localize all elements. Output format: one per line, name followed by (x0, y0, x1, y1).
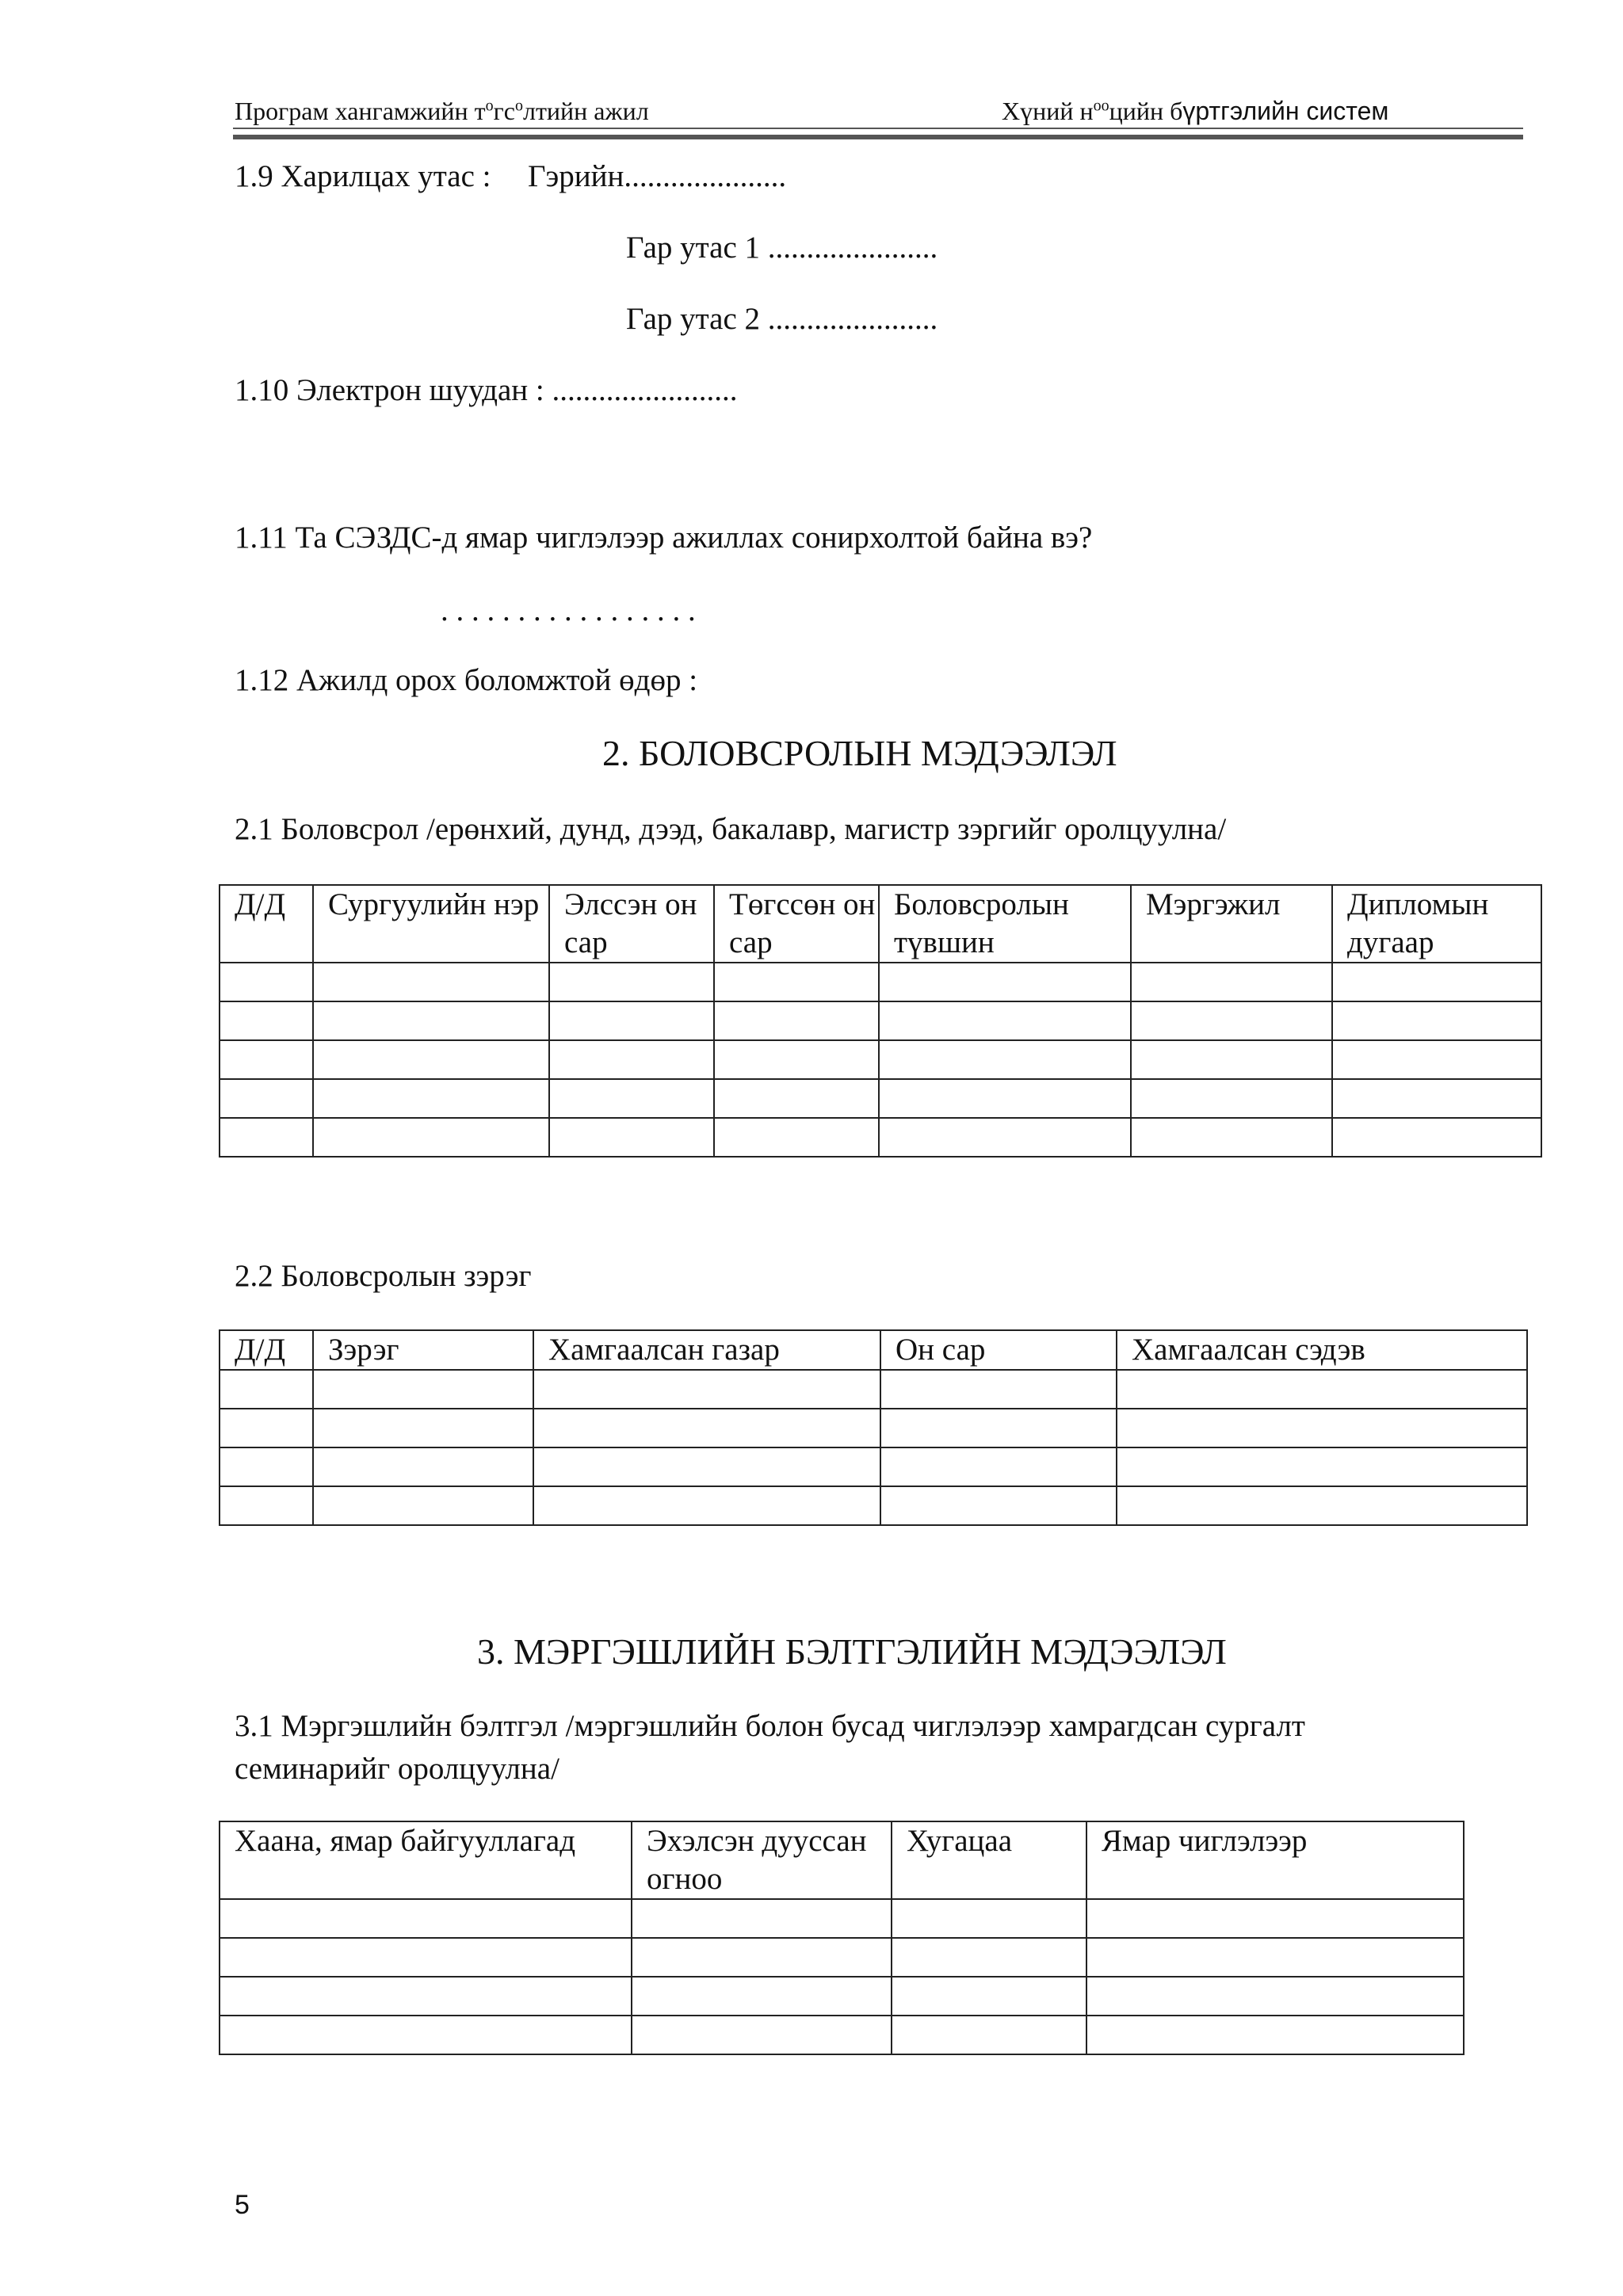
degree-label: 2.2 Боловсролын зэрэг (235, 1259, 532, 1293)
table-row (220, 1447, 1527, 1486)
table-header-row (220, 1330, 1527, 1370)
table-header-cell: Дипломын дугаар (1332, 885, 1541, 963)
table-cell[interactable] (714, 1079, 879, 1118)
table-header-cell: Мэргэжил (1131, 885, 1332, 963)
table-cell[interactable] (892, 1938, 1086, 1977)
table-cell[interactable] (1332, 1079, 1541, 1118)
table-row (220, 1938, 1464, 1977)
header-left (235, 97, 649, 126)
table-cell[interactable] (1332, 1040, 1541, 1079)
table-header-cell: Хамгаалсан газар (533, 1330, 880, 1370)
home-phone-field: Гэрийн..................... (528, 159, 787, 193)
table-cell[interactable] (1332, 1001, 1541, 1040)
table-cell[interactable] (1332, 1118, 1541, 1157)
table-header-cell: Зэрэг (313, 1330, 533, 1370)
table-header-cell: Д/Д (220, 1330, 313, 1370)
table-cell[interactable] (1086, 1938, 1464, 1977)
table-cell[interactable] (632, 1938, 892, 1977)
table-cell[interactable] (714, 1001, 879, 1040)
table-cell[interactable] (879, 1001, 1131, 1040)
table-cell[interactable] (1117, 1409, 1527, 1447)
table-header-cell: Боловсролын түвшин (879, 885, 1131, 963)
table-cell[interactable] (220, 963, 313, 1001)
table-cell[interactable] (632, 2016, 892, 2054)
table-cell[interactable] (313, 1118, 549, 1157)
table-cell[interactable] (220, 2016, 632, 2054)
table-row (220, 2016, 1464, 2054)
table-cell[interactable] (1131, 1001, 1332, 1040)
header-right-text-2: цийн б (1109, 97, 1183, 125)
table-header-cell: Сургуулийн нэр (313, 885, 549, 963)
table-cell[interactable] (549, 1118, 714, 1157)
header-left-text-3: лтийн ажил (522, 97, 649, 125)
header-left-sup-2: o (514, 97, 523, 115)
table-cell[interactable] (892, 2016, 1086, 2054)
table-cell[interactable] (1086, 1977, 1464, 2016)
table-cell[interactable] (220, 1040, 313, 1079)
interest-question: 1.11 Та СЭЗДС-д ямар чиглэлээр ажиллах сонирхолтой байна вэ? (235, 521, 1093, 555)
table-row (220, 1079, 1541, 1118)
table-cell[interactable] (220, 1447, 313, 1486)
table-cell[interactable] (1131, 1079, 1332, 1118)
header-right-sup: oo (1093, 97, 1109, 115)
start-date-field: 1.12 Ажилд орох боломжтой өдөр : (235, 663, 698, 697)
table-cell[interactable] (313, 1370, 533, 1409)
table-header-cell: Д/Д (220, 885, 313, 963)
table-cell[interactable] (220, 1899, 632, 1938)
table-row (220, 1409, 1527, 1447)
table-cell[interactable] (714, 963, 879, 1001)
interest-dots: . . . . . . . . . . . . . . . . . (441, 593, 696, 627)
table-cell[interactable] (714, 1118, 879, 1157)
header-left-text-1: Програм хангамжийн т (235, 97, 486, 125)
table-cell[interactable] (879, 1079, 1131, 1118)
table-row (220, 1040, 1541, 1079)
table-row (220, 1001, 1541, 1040)
table-header-row (220, 1821, 1464, 1899)
table-header-cell: Он сар (880, 1330, 1117, 1370)
table-cell[interactable] (220, 1370, 313, 1409)
table-row (220, 1486, 1527, 1525)
table-cell[interactable] (714, 1040, 879, 1079)
section-2-title: 2. БОЛОВСРОЛЫН МЭДЭЭЛЭЛ (602, 733, 1117, 773)
table-cell[interactable] (1131, 963, 1332, 1001)
table-cell[interactable] (313, 1486, 533, 1525)
table-header-cell: Ямар чиглэлээр (1086, 1821, 1464, 1899)
table-cell[interactable] (1117, 1447, 1527, 1486)
training-label-line-1: 3.1 Мэргэшлийн бэлтгэл /мэргэшлийн болон бусад чиглэлээр хамрагдсан сургалт (235, 1709, 1305, 1743)
table-cell[interactable] (533, 1370, 880, 1409)
header-rule-thin (233, 128, 1523, 129)
table-cell[interactable] (880, 1447, 1117, 1486)
table-cell[interactable] (879, 963, 1131, 1001)
mobile-phone-2-field: Гар утас 2 ...................... (626, 302, 938, 336)
table-cell[interactable] (220, 1938, 632, 1977)
table-cell[interactable] (313, 1447, 533, 1486)
table-header-cell: Хаана, ямар байгууллагад (220, 1821, 632, 1899)
table-cell[interactable] (880, 1370, 1117, 1409)
phone-label: 1.9 Харилцах утас : (235, 159, 491, 193)
training-table (219, 1821, 1465, 2055)
table-cell[interactable] (879, 1040, 1131, 1079)
table-row (220, 1370, 1527, 1409)
table-cell[interactable] (533, 1409, 880, 1447)
table-cell[interactable] (1332, 963, 1541, 1001)
table-cell[interactable] (892, 1899, 1086, 1938)
table-header-row (220, 885, 1541, 963)
table-header-cell: Эхэлсэн дууссан огноо (632, 1821, 892, 1899)
table-cell[interactable] (313, 963, 549, 1001)
table-cell[interactable] (880, 1409, 1117, 1447)
table-cell[interactable] (1086, 2016, 1464, 2054)
table-cell[interactable] (1117, 1370, 1527, 1409)
table-cell[interactable] (220, 1118, 313, 1157)
table-header-cell: Хугацаа (892, 1821, 1086, 1899)
table-cell[interactable] (220, 1977, 632, 2016)
table-row (220, 1118, 1541, 1157)
table-cell[interactable] (220, 1001, 313, 1040)
table-row (220, 1899, 1464, 1938)
training-label-line-2: семинарийг оролцуулна/ (235, 1752, 559, 1786)
table-cell[interactable] (313, 1040, 549, 1079)
table-cell[interactable] (220, 1409, 313, 1447)
education-label: 2.1 Боловсрол /ерөнхий, дунд, дээд, бакалавр, магистр зэргийг оролцуулна/ (235, 812, 1227, 846)
table-cell[interactable] (220, 1079, 313, 1118)
table-cell[interactable] (892, 1977, 1086, 2016)
table-cell[interactable] (1131, 1040, 1332, 1079)
section-3-title: 3. МЭРГЭШЛИЙН БЭЛТГЭЛИЙН МЭДЭЭЛЭЛ (477, 1631, 1227, 1672)
table-cell[interactable] (1086, 1899, 1464, 1938)
table-cell[interactable] (313, 1079, 549, 1118)
email-field: 1.10 Электрон шуудан : ........................ (235, 373, 738, 407)
header-left-sup-1: o (485, 97, 494, 115)
table-header-cell: Элссэн он сар (549, 885, 714, 963)
header-left-text-2: гс (493, 97, 515, 125)
table-cell[interactable] (549, 1040, 714, 1079)
table-cell[interactable] (880, 1486, 1117, 1525)
table-header-cell: Хамгаалсан сэдэв (1117, 1330, 1527, 1370)
education-table (219, 884, 1542, 1158)
header-right-text-1: Хүний н (1002, 97, 1094, 125)
table-cell[interactable] (1117, 1486, 1527, 1525)
table-cell[interactable] (632, 1899, 892, 1938)
table-cell[interactable] (1131, 1118, 1332, 1157)
table-header-cell: Төгссөн он сар (714, 885, 879, 963)
table-cell[interactable] (879, 1118, 1131, 1157)
table-cell[interactable] (549, 1079, 714, 1118)
table-row (220, 1977, 1464, 2016)
table-cell[interactable] (220, 1486, 313, 1525)
page-number: 5 (235, 2190, 250, 2220)
header-right-text-3: үртгэлийн систем (1182, 97, 1389, 125)
table-cell[interactable] (549, 1001, 714, 1040)
table-row (220, 963, 1541, 1001)
table-cell[interactable] (549, 963, 714, 1001)
table-cell[interactable] (313, 1409, 533, 1447)
table-cell[interactable] (533, 1447, 880, 1486)
degree-table (219, 1329, 1528, 1526)
header-right (1002, 97, 1388, 126)
table-cell[interactable] (632, 1977, 892, 2016)
mobile-phone-1-field: Гар утас 1 ...................... (626, 231, 938, 265)
table-cell[interactable] (313, 1001, 549, 1040)
table-cell[interactable] (533, 1486, 880, 1525)
header-rule-thick (233, 135, 1523, 139)
